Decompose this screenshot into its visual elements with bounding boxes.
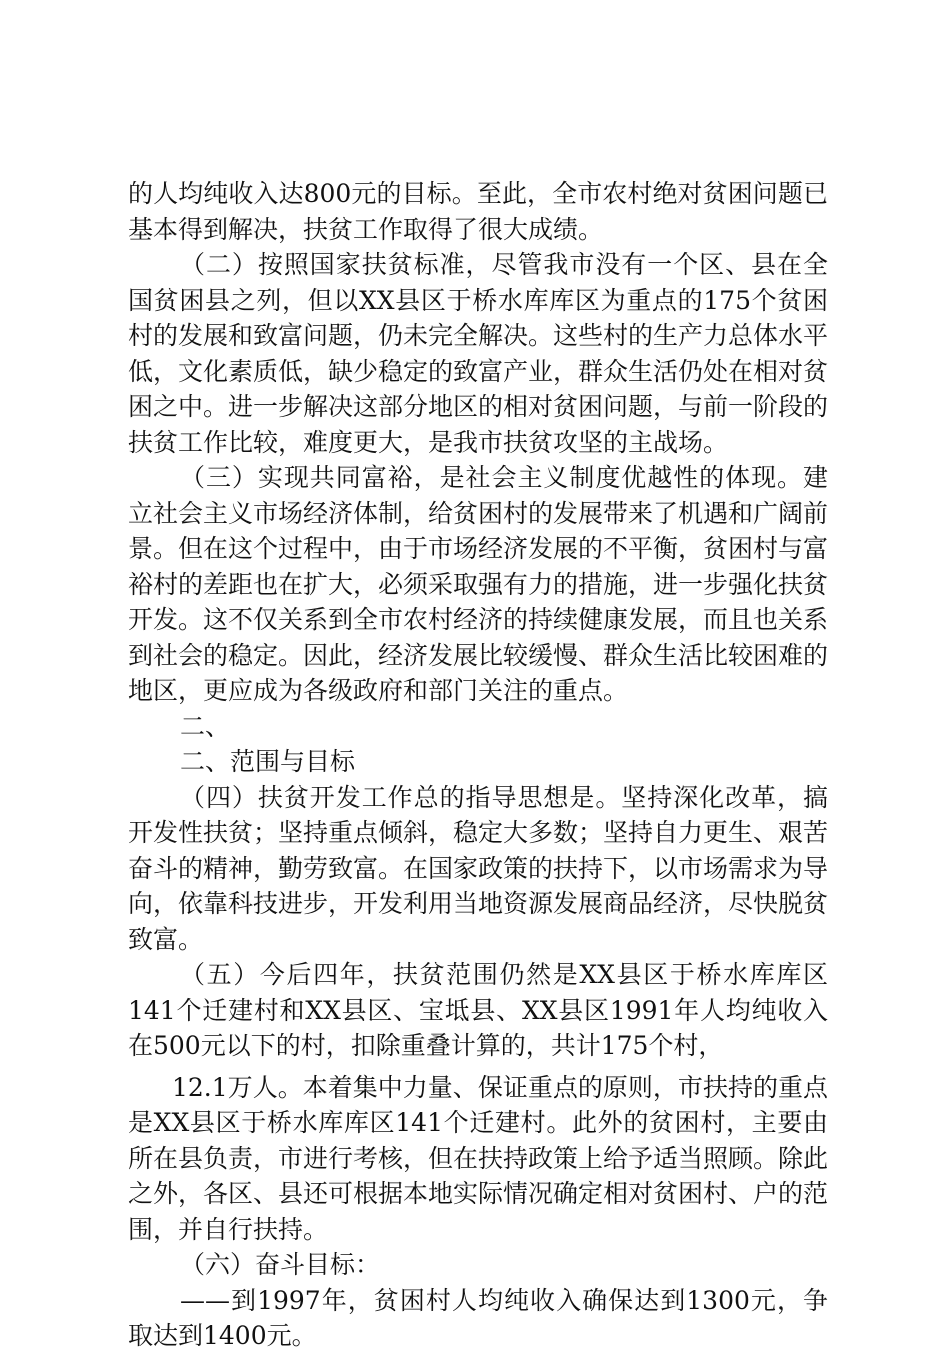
paragraph-section-5-continued: 12.1万人。本着集中力量、保证重点的原则，市扶持的重点是XX县区于桥水库库区141个迁建村。此外的贫困村，主要由所在县负责，市进行考核，但在扶持政策上给予适当照顾。除此之外，各区、县还可根据本地实际情况确定相对贫困村、户的范围，并自行扶持。 — [128, 1072, 829, 1244]
paragraph-section-5: （五）今后四年，扶贫范围仍然是XX县区于桥水库库区141个迁建村和XX县区、宝坻县、XX县区1991年人均纯收入在500元以下的村，扣除重叠计算的，共计175个村， — [128, 960, 828, 1060]
paragraph-section-6-heading: （六）奋斗目标： — [180, 1250, 381, 1279]
document-body — [128, 176, 828, 1354]
paragraph-section-2: （二）按照国家扶贫标准，尽管我市没有一个区、县在全国贫困县之列，但以XX县区于桥水库库区为重点的175个贫困村的发展和致富问题，仍未完全解决。这些村的生产力总体水平低，文化素质低，缺少稳定的致富产业，群众生活仍处在相对贫困之中。进一步解决这部分地区的相对贫困问题，与前一阶段的扶贫工作比较，难度更大，是我市扶贫攻坚的主战场。 — [128, 250, 829, 457]
section-heading-scope-goals: 二、范围与目标 — [180, 747, 356, 776]
heading-fragment: 二、 — [180, 711, 231, 741]
paragraph-section-4: （四）扶贫开发工作总的指导思想是。坚持深化改革，搞开发性扶贫；坚持重点倾斜，稳定大多数；坚持自力更生、艰苦奋斗的精神，勤劳致富。在国家政策的扶持下，以市场需求为导向，依靠科技进步，开发利用当地资源发展商品经济，尽快脱贫致富。 — [128, 782, 829, 954]
paragraph-continuation: 的人均纯收入达800元的目标。至此，全市农村绝对贫困问题已基本得到解决，扶贫工作取得了很大成绩。 — [128, 179, 828, 244]
paragraph-section-3: （三）实现共同富裕，是社会主义制度优越性的体现。建立社会主义市场经济体制，给贫困村的发展带来了机遇和广阔前景。但在这个过程中，由于市场经济发展的不平衡，贫困村与富裕村的差距也在扩大，必须采取强有力的措施，进一步强化扶贫开发。这不仅关系到全市农村经济的持续健康发展，而且也关系到社会的稳定。因此，经济发展比较缓慢、群众生活比较困难的地区，更应成为各级政府和部门关注的重点。 — [128, 463, 829, 705]
paragraph-goal-1997: ——到1997年，贫困村人均纯收入确保达到1300元，争取达到1400元。 — [128, 1285, 828, 1350]
